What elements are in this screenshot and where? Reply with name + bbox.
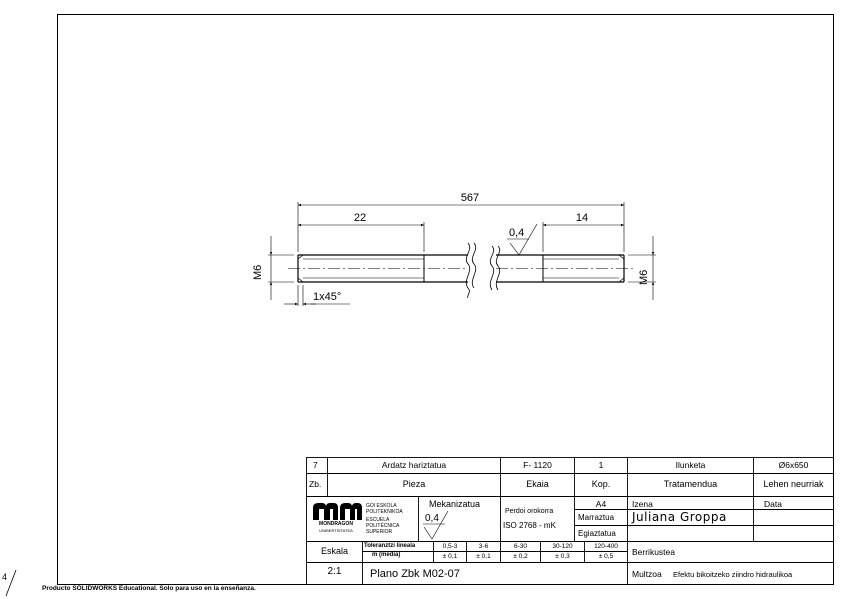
machining-label: Mekanizatua [429, 499, 481, 509]
row1-dims: Ø6x650 [778, 460, 809, 470]
corner-tick [6, 570, 16, 596]
row1-code: F- 1120 [523, 460, 552, 470]
row1-name: Ardatz hariztatua [381, 460, 447, 470]
checked-label: Egiaztatua [578, 529, 616, 538]
set-label: Multzoa [632, 569, 662, 579]
logo-sub: UNIBERTSITATEA [319, 528, 353, 533]
machining-value: 0,4 [425, 513, 439, 524]
mondragon-logo [313, 503, 362, 520]
part-view [288, 243, 634, 298]
scale-value: 2:1 [327, 566, 342, 577]
tol-range: 3-6 [478, 543, 489, 550]
school-line2: POLITEKNIKOA [366, 509, 403, 515]
tol-range: 6-30 [513, 543, 527, 550]
tol-value: ± 0,5 [598, 553, 614, 560]
tol-value: ± 0,1 [476, 553, 491, 560]
row1-no: 7 [313, 460, 318, 470]
row2-qty: Kop. [591, 479, 611, 489]
tol-range: 0,5-3 [442, 543, 458, 550]
tol-range: 120-400 [594, 543, 618, 550]
date-label: Data [764, 499, 782, 509]
tol-label-1: Toleranztzi lineala [364, 543, 416, 549]
dim-total-label: 567 [460, 192, 480, 204]
general-tol-value: ISO 2768 - mK [503, 521, 556, 530]
set-value: Efektu bikoitzeko ziindro hidraulikoa [673, 570, 793, 579]
name-label: Izena [632, 499, 653, 509]
row2-no: Zb. [309, 479, 322, 489]
row1-qty: 1 [598, 460, 604, 470]
plan-name: Plano Zbk M02-07 [370, 568, 460, 580]
tol-label-2: m (media) [372, 552, 401, 558]
chamfer-label: 1x45° [313, 291, 342, 303]
row2-material: Tratamendua [663, 479, 718, 489]
dim-right-label: 14 [575, 212, 589, 224]
drawn-name: Juliana Groppa [632, 510, 727, 524]
school-line3: ESCUELA [366, 517, 390, 523]
thread-left-label: M6 [252, 264, 264, 280]
replaces-label: Berrikustea [632, 547, 675, 557]
tol-range: 30-120 [552, 543, 573, 550]
edu-notice: Producto SOLIDWORKS Educational. Solo para uso en la enseñanza. [42, 585, 256, 592]
school-line1: GOI ESKOLA [366, 503, 397, 509]
logo-text: MONDRAGON [319, 521, 353, 527]
row2-code: Ekaia [526, 479, 549, 489]
row2-name: Pieza [402, 479, 426, 489]
tol-value: ± 0,2 [513, 553, 528, 560]
row1-material: Ilunketa [675, 460, 706, 470]
school-line4: POLITÉCNICA [366, 523, 400, 529]
tol-value: ± 0,1 [442, 553, 458, 560]
dim-left-label: 22 [353, 212, 367, 224]
scale-label: Eskala [320, 546, 348, 556]
drawn-label: Marraztua [578, 513, 615, 522]
thread-right-label: M6 [638, 269, 650, 285]
general-tol-label: Perdoi orokorra [505, 508, 554, 515]
row2-dims: Lehen neurriak [763, 479, 824, 489]
tol-value: ± 0,3 [555, 553, 570, 560]
corner-mark: 4 [2, 572, 8, 582]
paper-size: A4 [595, 499, 607, 509]
school-line5: SUPERIOR [366, 529, 393, 535]
roughness-label: 0,4 [509, 227, 525, 239]
